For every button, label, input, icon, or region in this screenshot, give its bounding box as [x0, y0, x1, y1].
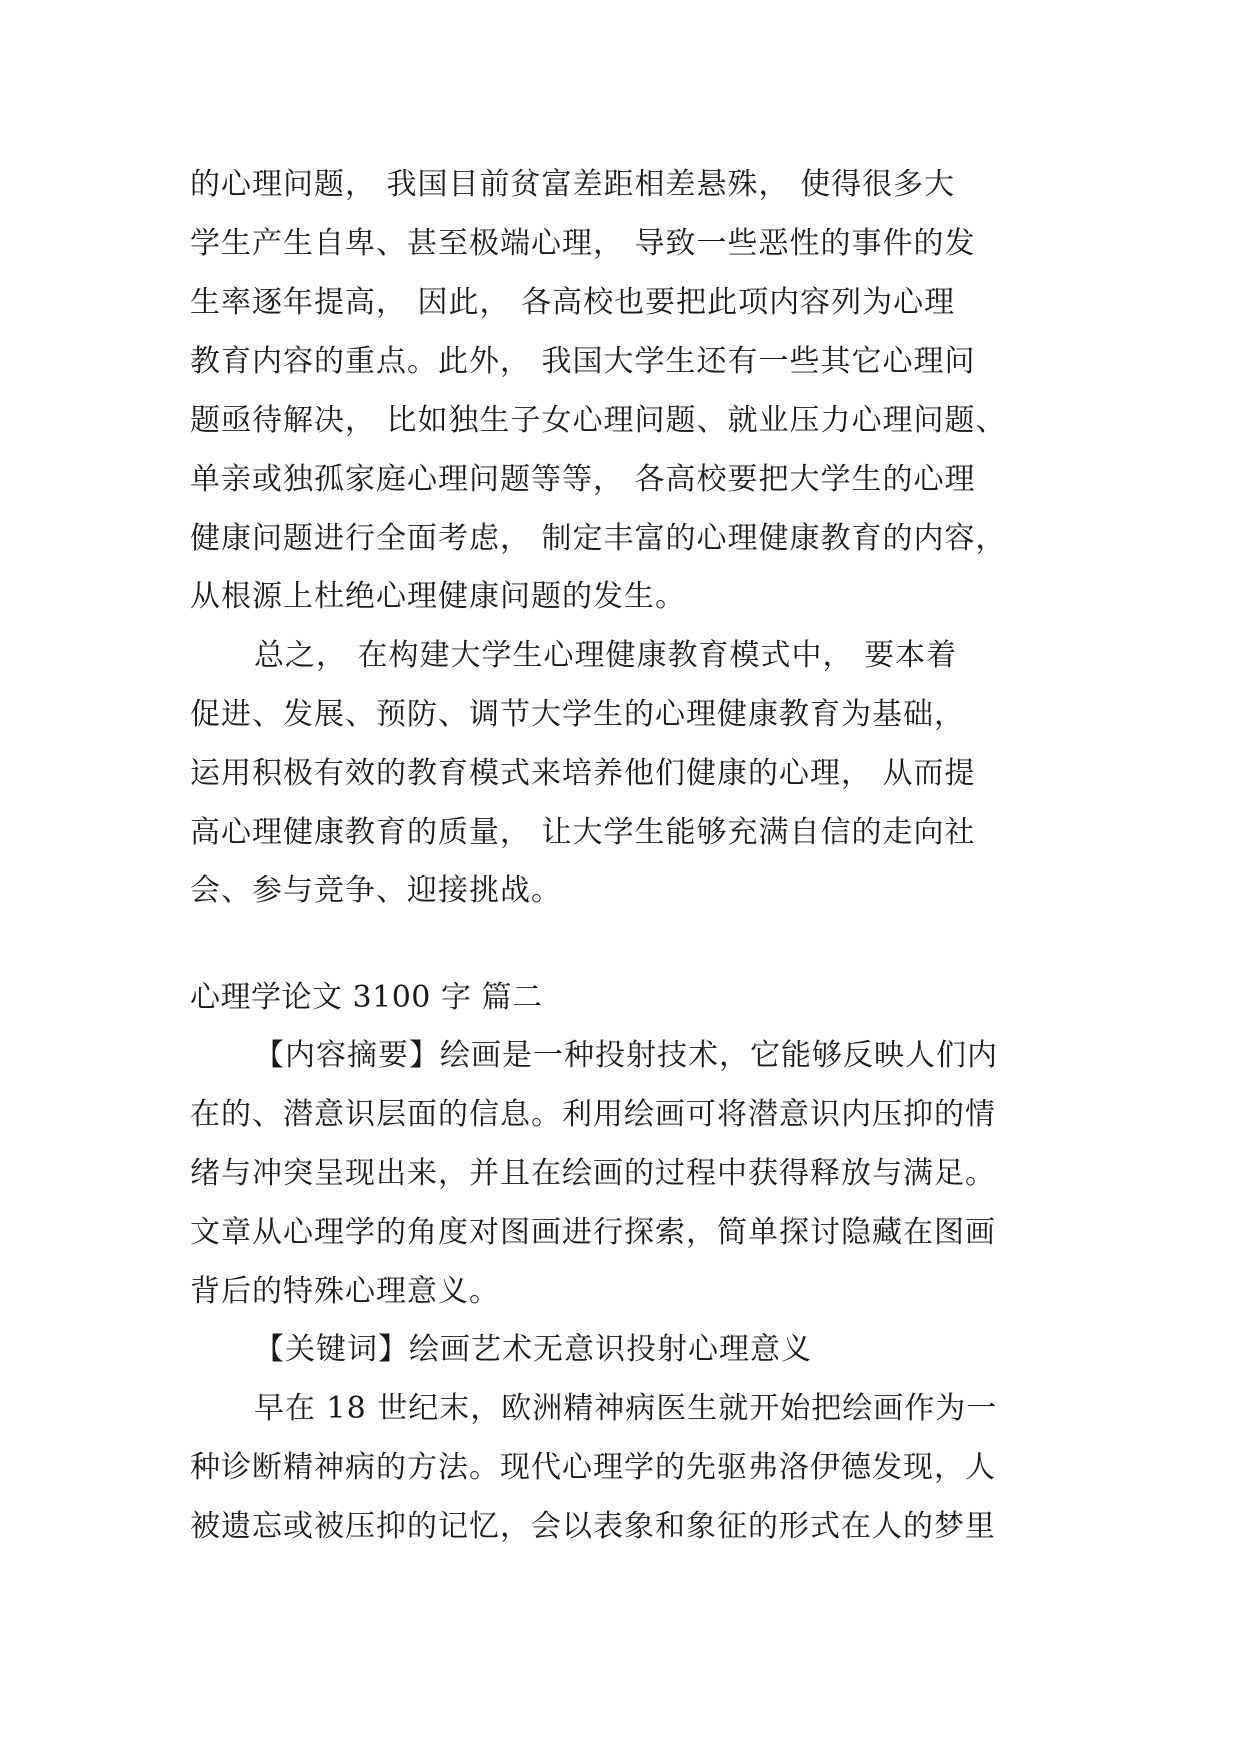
- paragraph-line: 总之， 在构建大学生心理健康教育模式中， 要本着: [254, 638, 958, 673]
- paragraph-line: 学生产生自卑、甚至极端心理， 导致一些恶性的事件的发: [190, 226, 976, 261]
- paragraph-line: 的心理问题， 我国目前贫富差距相差悬殊， 使得很多大: [190, 167, 956, 202]
- abstract-line: 文章从心理学的角度对图画进行探索，简单探讨隐藏在图画: [190, 1215, 996, 1250]
- abstract-line: 在的、潜意识层面的信息。利用绘画可将潜意识内压抑的情: [190, 1097, 996, 1132]
- abstract-line: 背后的特殊心理意义。: [190, 1274, 500, 1309]
- paragraph-line: 高心理健康教育的质量， 让大学生能够充满自信的走向社: [190, 815, 976, 850]
- paragraph-line: 被遗忘或被压抑的记忆，会以表象和象征的形式在人的梦里: [190, 1509, 996, 1544]
- paragraph-line: 种诊断精神病的方法。现代心理学的先驱弗洛伊德发现，人: [190, 1450, 996, 1485]
- paragraph-line: 教育内容的重点。此外， 我国大学生还有一些其它心理问: [190, 344, 976, 379]
- paragraph-line: 健康问题进行全面考虑， 制定丰富的心理健康教育的内容，: [190, 521, 1007, 556]
- paragraph-line: 会、参与竞争、迎接挑战。: [190, 873, 562, 908]
- abstract-line: 【内容摘要】绘画是一种投射技术，它能够反映人们内: [254, 1038, 998, 1073]
- section-heading: 心理学论文 3100 字 篇二: [190, 980, 543, 1015]
- paragraph-line: 单亲或独孤家庭心理问题等等， 各高校要把大学生的心理: [190, 462, 976, 497]
- paragraph-line: 从根源上杜绝心理健康问题的发生。: [190, 579, 686, 614]
- paragraph-line: 题亟待解决， 比如独生子女心理问题、就业压力心理问题、: [190, 403, 1007, 438]
- paragraph-line: 生率逐年提高， 因此， 各高校也要把此项内容列为心理: [190, 285, 956, 320]
- paragraph-line: 运用积极有效的教育模式来培养他们健康的心理， 从而提: [190, 756, 976, 791]
- keywords-line: 【关键词】绘画艺术无意识投射心理意义: [254, 1332, 812, 1367]
- paragraph-line: 早在 18 世纪末，欧洲精神病医生就开始把绘画作为一: [254, 1391, 998, 1426]
- abstract-line: 绪与冲突呈现出来，并且在绘画的过程中获得释放与满足。: [190, 1156, 996, 1191]
- paragraph-line: 促进、发展、预防、调节大学生的心理健康教育为基础，: [190, 697, 965, 732]
